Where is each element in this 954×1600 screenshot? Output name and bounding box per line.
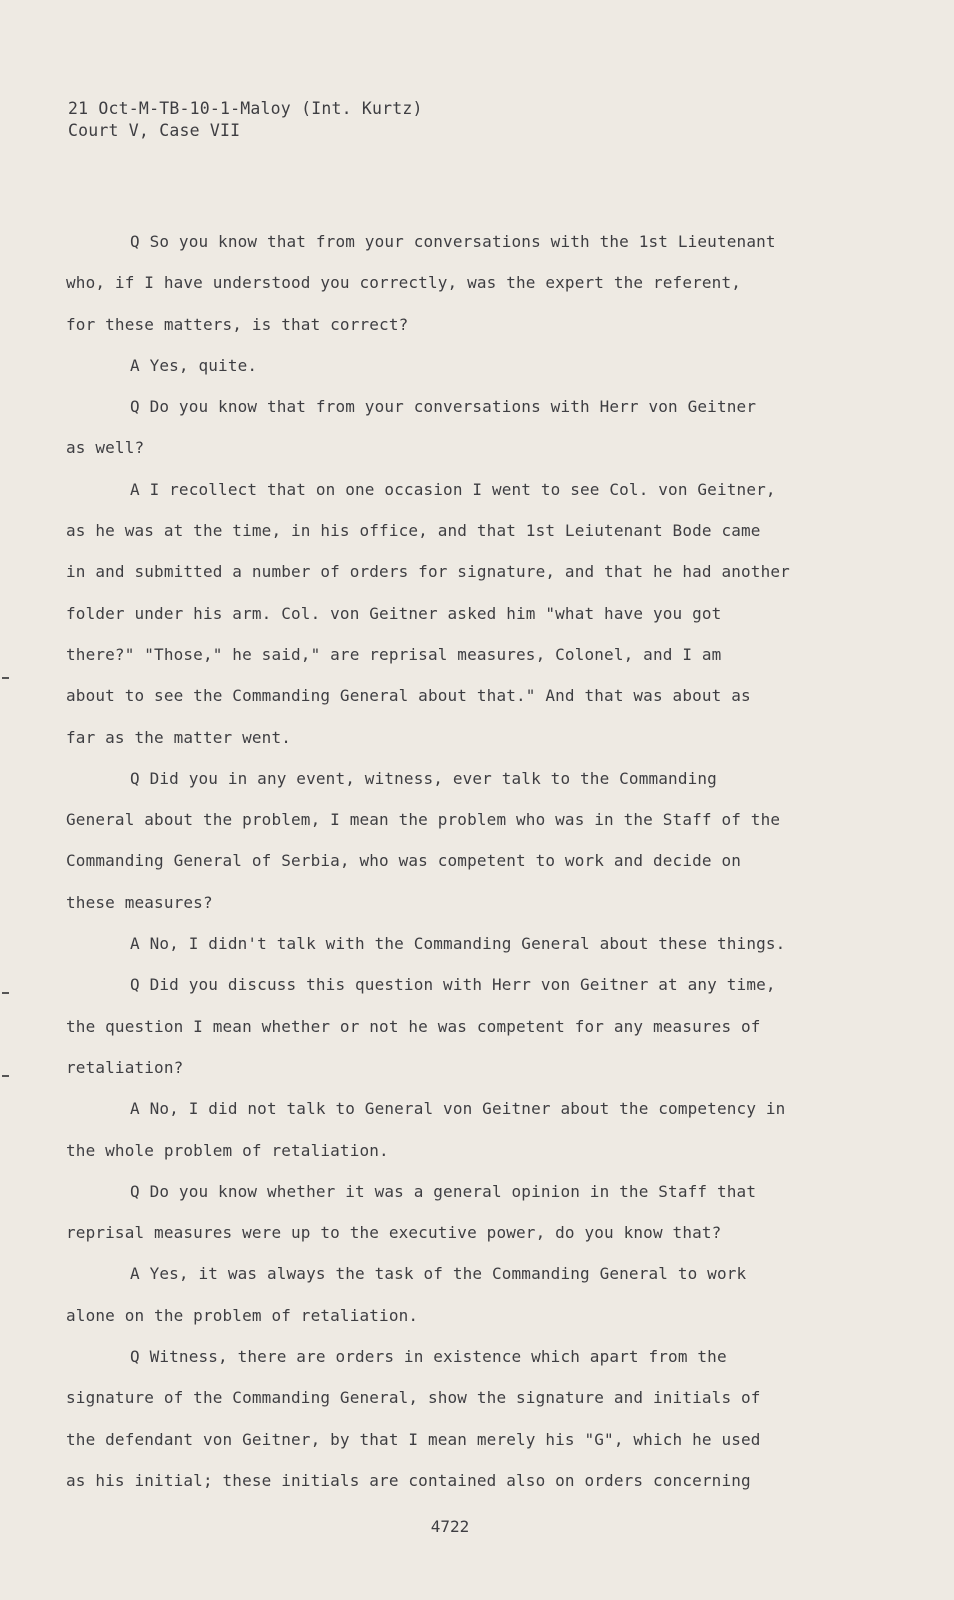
header-reference-line: 21 Oct-M-TB-10-1-Maloy (Int. Kurtz) — [68, 99, 423, 118]
page-number: 4722 — [430, 1517, 470, 1536]
transcript-line: Q So you know that from your conversations with the 1st Lieutenant — [130, 232, 776, 251]
transcript-line: Q Do you know that from your conversations with Herr von Geitner — [130, 397, 757, 417]
transcript-line: as his initial; these initials are contained also on orders concerning — [66, 1470, 751, 1490]
document-header — [68, 98, 423, 142]
transcript-line: the whole problem of retaliation. — [66, 1140, 389, 1160]
transcript-line: the defendant von Geitner, by that I mean merely his "G", which he used — [66, 1429, 761, 1449]
transcript-line: for these matters, is that correct? — [66, 314, 409, 334]
transcript-line: Q Witness, there are orders in existence which apart from the — [130, 1347, 727, 1367]
transcript-line: the question I mean whether or not he was competent for any measures of — [66, 1016, 761, 1036]
transcript-line: alone on the problem of retaliation. — [66, 1305, 419, 1325]
header-court-line: Court V, Case VII — [68, 121, 241, 140]
transcript-line: A No, I didn't talk with the Commanding General about these things. — [130, 934, 786, 954]
transcript-line: in and submitted a number of orders for signature, and that he had another — [66, 562, 790, 582]
margin-mark — [2, 992, 9, 994]
transcript-line: A No, I did not talk to General von Geitner about the competency in — [130, 1099, 786, 1119]
transcript-line: retaliation? — [66, 1057, 184, 1077]
transcript-line: General about the problem, I mean the problem who was in the Staff of the — [66, 810, 781, 830]
transcript-line: Q Did you in any event, witness, ever talk to the Commanding — [130, 768, 717, 788]
transcript-line: who, if I have understood you correctly, was the expert the referent, — [66, 273, 742, 293]
transcript-line: A I recollect that on one occasion I went to see Col. von Geitner, — [130, 479, 776, 499]
transcript-line: as he was at the time, in his office, and that 1st Leiutenant Bode came — [66, 521, 761, 541]
transcript-line: about to see the Commanding General about that." And that was about as — [66, 686, 751, 706]
transcript-line: signature of the Commanding General, show the signature and initials of — [66, 1388, 761, 1408]
transcript-line: there?" "Those," he said," are reprisal measures, Colonel, and I am — [66, 644, 722, 664]
transcript-line: as well? — [66, 438, 145, 458]
transcript-body — [66, 221, 846, 1501]
margin-mark — [2, 677, 9, 679]
transcript-line: reprisal measures were up to the executive power, do you know that? — [66, 1223, 722, 1243]
transcript-line: A Yes, it was always the task of the Commanding General to work — [130, 1264, 747, 1284]
margin-mark — [2, 1075, 9, 1077]
transcript-line: Q Do you know whether it was a general opinion in the Staff that — [130, 1181, 757, 1201]
transcript-line: Commanding General of Serbia, who was competent to work and decide on — [66, 851, 742, 871]
transcript-line: A Yes, quite. — [130, 355, 258, 375]
transcript-line: folder under his arm. Col. von Geitner asked him "what have you got — [66, 603, 722, 623]
transcript-line: far as the matter went. — [66, 727, 292, 747]
transcript-line: these measures? — [66, 892, 213, 912]
transcript-line: Q Did you discuss this question with Herr von Geitner at any time, — [130, 975, 776, 995]
